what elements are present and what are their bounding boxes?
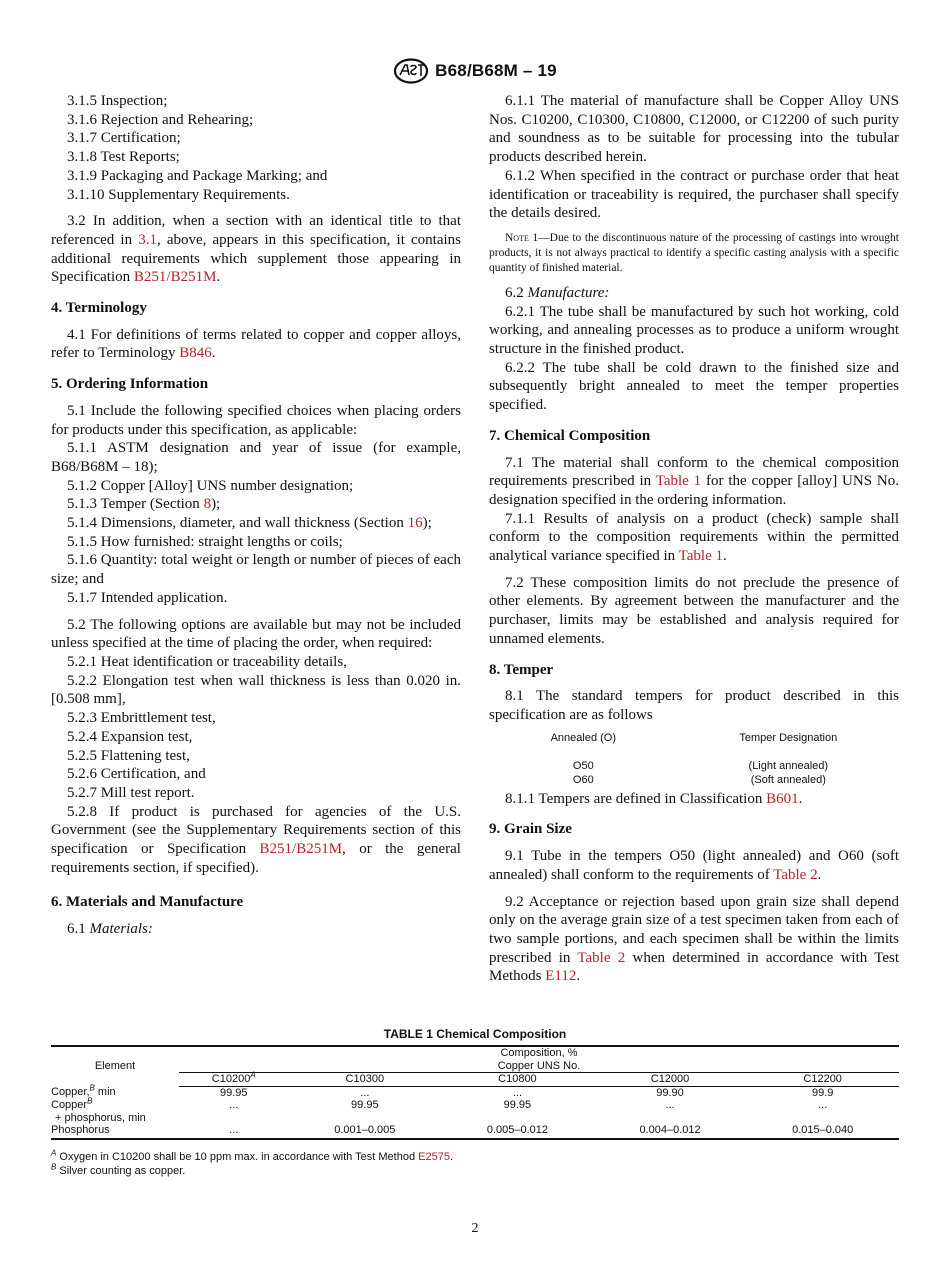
list-item: 5.2.7 Mill test report.	[67, 784, 195, 801]
paragraph-6-1-2: 6.1.2 When specified in the contract or purchase order that heat identification or traceability is required, the purchaser shall specify the details desired.	[489, 167, 899, 222]
paragraph-3-2: 3.2 In addition, when a section with an identical title to that referenced in 3.1, above, appears in this specification, it contains additional requirements which supplement those appearing in Specification B251/B251M.	[51, 213, 461, 286]
e112-link[interactable]: E112	[545, 968, 577, 985]
paragraph-7-1: 7.1 The material shall conform to the chemical composition requirements prescribed in Table 1 for the copper [alloy] UNS No. designation specified in the ordering information.	[489, 454, 899, 508]
note-1: Note 1—Due to the discontinuous nature of the processing of castings into wrought products, it is not always practical to identify a specific casting analysis with a specific quantity of finished material.	[489, 231, 899, 274]
paragraph-9-2: 9.2 Acceptance or rejection based upon grain size shall depend only on the average grain size of a test specimen taken from each of two sample portions, and each specimen shall be within the limits prescribed in Table 2 when determined in accordance with Test Methods E112.	[489, 893, 899, 985]
table-row: Copper,$^B$ min 99.95 ... ... 99.90 99.9	[51, 1083, 834, 1099]
chemical-composition-table	[51, 1045, 899, 1140]
table-1-link[interactable]: Table 1	[655, 473, 702, 490]
table-2-link[interactable]: Table 2	[577, 949, 626, 966]
paragraph-5-2-8: 5.2.8 If product is purchased for agencies of the U.S. Government (see the Supplementary Requirements section of this specification or Specification B251/B251M, or the general requirements section, if specified).	[51, 803, 461, 876]
column-header-c10800: C10800	[441, 1073, 594, 1087]
section-heading-grain-size: 9. Grain Size	[489, 821, 572, 838]
section-heading-chemical: 7. Chemical Composition	[489, 427, 651, 444]
section-heading-ordering: 5. Ordering Information	[51, 376, 209, 393]
section-8-link[interactable]: 8	[203, 496, 212, 513]
astm-logo-icon	[393, 58, 429, 84]
page-header	[0, 56, 950, 86]
paragraph-6-1-1: 6.1.1 The material of manufacture shall be Copper Alloy UNS Nos. C10200, C10300, C10800, C12000, or C12200 of such purity and soundness as to be suitable for processing into the tubular products described herein.	[489, 93, 899, 166]
paragraph-5-1-5: 5.1.5 How furnished: straight lengths or coils;	[67, 533, 343, 550]
paragraph-5-1-4: 5.1.4 Dimensions, diameter, and wall thickness (Section 16);	[67, 515, 432, 532]
paragraph-5-1-1: 5.1.1 ASTM designation and year of issue (for example, B68/B68M – 18);	[51, 440, 461, 475]
list-item: 5.2.4 Expansion test,	[67, 728, 193, 745]
table-row: O50 (Light annealed)	[572, 759, 829, 772]
composition-header: Composition, %	[179, 1046, 899, 1060]
table-1-link[interactable]: Table 1	[678, 548, 723, 565]
table-row: Copper$^B$ + phosphorus, min ... 99.95 99.95 ... ...	[51, 1096, 828, 1124]
paragraph-8-1: 8.1 The standard tempers for product described in this specification are as follows	[489, 688, 899, 723]
paragraph-6-2-2: 6.2.2 The tube shall be cold drawn to the finished size and subsequently bright annealed to meet the temper properties specified.	[489, 359, 899, 414]
list-item: 3.1.6 Rejection and Rehearing;	[67, 111, 254, 128]
paragraph-7-1-1: 7.1.1 Results of analysis on a product (check) sample shall conform to the composition requirements within the permitted analytical variance specified in Table 1.	[489, 510, 899, 565]
b251-link[interactable]: B251/B251M	[259, 841, 343, 858]
column-header-c12000: C12000	[594, 1073, 747, 1087]
row-label-copper: Copper,$^B$ min	[51, 1083, 116, 1098]
table-footnote-b: $^B$ Silver counting as copper.	[51, 1162, 186, 1177]
section-heading-materials: 6. Materials and Manufacture	[51, 894, 244, 911]
paragraph-5-1: 5.1 Include the following specified choices when placing orders for products under this specification, as applicable:	[51, 402, 461, 438]
table-row: O60 (Soft annealed)	[572, 773, 826, 786]
list-item: 3.1.7 Certification;	[67, 130, 181, 147]
table-1-title: TABLE 1 Chemical Composition	[383, 1027, 567, 1041]
b251-link[interactable]: B251/B251M	[133, 269, 217, 286]
page-number: 2	[471, 1221, 479, 1236]
section-16-link[interactable]: 16	[407, 515, 423, 532]
left-column	[51, 92, 461, 939]
paragraph-9-1: 9.1 Tube in the tempers O50 (light annealed) and O60 (soft annealed) shall conform to the requirements of Table 2.	[489, 848, 899, 883]
paragraph-5-1-3: 5.1.3 Temper (Section 8);	[67, 496, 221, 513]
list-item: 5.2.1 Heat identification or traceability details,	[67, 653, 347, 670]
column-header-c10300: C10300	[289, 1073, 442, 1087]
list-item: 3.1.5 Inspection;	[67, 93, 168, 109]
list-item: 5.2.2 Elongation test when wall thickness is less than 0.020 in. [0.508 mm],	[51, 672, 461, 708]
temper-header-designation: Temper Designation	[739, 731, 838, 744]
temper-table	[489, 731, 899, 787]
paragraph-6-2: 6.2 Manufacture:	[505, 284, 610, 301]
table-footnote-a: $^A$ Oxygen in C10200 shall be 10 ppm max. in accordance with Test Method E2575.	[51, 1148, 453, 1163]
paragraph-7-2: 7.2 These composition limits do not preclude the presence of other elements. By agreement between the manufacturer and the purchaser, limits may be established and analysis required for unnamed elements.	[489, 574, 899, 647]
column-header-c10200: $C10200^A$	[179, 1073, 289, 1087]
paragraph-6-2-1: 6.2.1 The tube shall be manufactured by such hot working, cold working, and annealing processes as to produce a uniform wrought structure in the finished product.	[489, 303, 899, 358]
table-2-link[interactable]: Table 2	[773, 866, 818, 883]
section-heading-terminology: 4. Terminology	[51, 300, 147, 317]
section-3-1-link[interactable]: 3.1	[138, 231, 157, 248]
list-item: 5.2.6 Certification, and	[67, 766, 206, 783]
b601-link[interactable]: B601	[766, 790, 799, 807]
list-item: 3.1.9 Packaging and Package Marking; and	[67, 167, 328, 184]
section-heading-temper: 8. Temper	[489, 661, 554, 678]
row-label-copper-phosphorus: Copper$^B$ + phosphorus, min	[51, 1096, 146, 1124]
paragraph-8-1-1: 8.1.1 Tempers are defined in Classification B601.	[505, 790, 803, 807]
temper-header-annealed: Annealed (O)	[550, 731, 617, 744]
paragraph-5-1-7: 5.1.7 Intended application.	[67, 589, 228, 606]
column-header-c12200: C12200	[746, 1073, 899, 1087]
uns-header: Copper UNS No.	[179, 1060, 899, 1073]
paragraph-4-1: 4.1 For definitions of terms related to copper and copper alloys, refer to Terminology B846.	[51, 326, 461, 362]
e2575-link[interactable]: E2575	[418, 1151, 450, 1163]
row-label-phosphorus: Phosphorus	[51, 1124, 179, 1139]
document-designation: B68/B68M – 19	[435, 61, 557, 80]
table-row: Phosphorus ... 0.001–0.005 0.005–0.012 0.004–0.012 0.015–0.040	[51, 1124, 899, 1139]
paragraph-5-1-2: 5.1.2 Copper [Alloy] UNS number designation;	[67, 477, 354, 494]
column-header-element: Element	[51, 1046, 179, 1086]
paragraph-5-2: 5.2 The following options are available but may not be included unless specified at the time of placing the order, when required:	[51, 616, 461, 652]
right-column	[489, 92, 899, 986]
list-item: 5.2.5 Flattening test,	[67, 747, 190, 764]
list-item: 3.1.10 Supplementary Requirements.	[67, 186, 290, 203]
list-item: 3.1.8 Test Reports;	[67, 149, 180, 166]
b846-link[interactable]: B846	[179, 345, 212, 362]
list-item: 5.2.3 Embrittlement test,	[67, 710, 216, 727]
paragraph-6-1: 6.1 Materials:	[67, 921, 153, 938]
paragraph-5-1-6: 5.1.6 Quantity: total weight or length or number of pieces of each size; and	[51, 552, 461, 588]
